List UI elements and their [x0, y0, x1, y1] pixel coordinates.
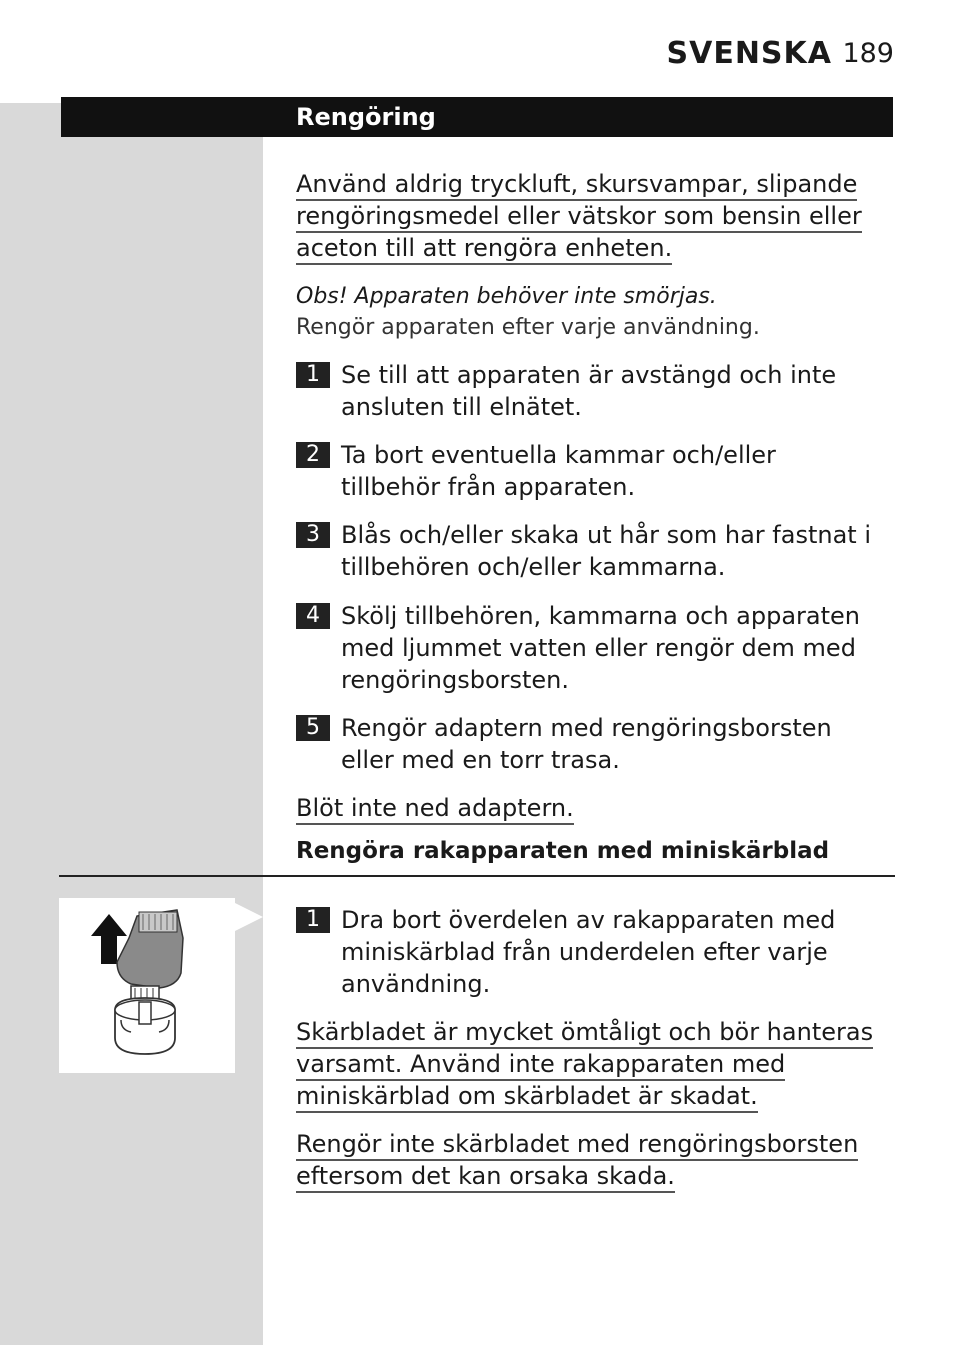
step-5 — [296, 712, 881, 776]
shaver-head-image — [59, 898, 235, 1073]
note-italic: Obs! Apparaten behöver inte smörjas. — [296, 284, 717, 309]
warning-line: aceton till att rengöra enheten. — [296, 234, 672, 265]
language-header: SVENSKA — [666, 36, 832, 71]
warning-line: Skärbladet är mycket ömtåligt och bör hanteras — [296, 1018, 873, 1049]
step-3 — [296, 519, 881, 583]
step-2 — [296, 439, 881, 503]
note-block — [296, 281, 876, 343]
left-margin-panel — [0, 103, 263, 1345]
warning-fragile-foil — [296, 1016, 896, 1112]
shaver-illustration — [59, 898, 235, 1073]
warning-line: eftersom det kan orsaka skada. — [296, 1162, 675, 1193]
warning-line: varsamt. Använd inte rakapparaten med — [296, 1050, 785, 1081]
warning-line: Använd aldrig tryckluft, skursvampar, slipande — [296, 170, 857, 201]
step-number: 1 — [296, 907, 330, 933]
step-text: Se till att apparaten är avstängd och inte ansluten till elnätet. — [341, 361, 837, 421]
section-title: Rengöring — [296, 103, 436, 131]
illustration-pointer — [235, 903, 263, 931]
subsection-rule — [59, 875, 895, 877]
warning-line: Blöt inte ned adaptern. — [296, 794, 574, 825]
warning-compressed-air — [296, 168, 876, 264]
step-4 — [296, 600, 881, 696]
note-text: Rengör apparaten efter varje användning. — [296, 315, 760, 340]
warning-line: rengöringsmedel eller vätskor som bensin eller — [296, 202, 862, 233]
step-text: Dra bort överdelen av rakapparaten med miniskärblad från underdelen efter varje användning. — [341, 906, 836, 998]
step-number: 3 — [296, 522, 330, 548]
warning-line: Rengör inte skärbladet med rengöringsborsten — [296, 1130, 858, 1161]
step-number: 2 — [296, 442, 330, 468]
step-text: Rengör adaptern med rengöringsborsten eller med en torr trasa. — [341, 714, 832, 774]
step-text: Ta bort eventuella kammar och/eller tillbehör från apparaten. — [341, 441, 776, 501]
warning-adapter — [296, 792, 876, 824]
step-text: Skölj tillbehören, kammarna och apparaten med ljummet vatten eller rengör dem med rengöringsborsten. — [341, 602, 861, 694]
warning-brush-foil — [296, 1128, 896, 1192]
step-number: 4 — [296, 603, 330, 629]
step-text: Blås och/eller skaka ut hår som har fastnat i tillbehören och/eller kammarna. — [341, 521, 871, 581]
section-header-bar — [61, 97, 893, 137]
page-number: 189 — [842, 38, 894, 69]
subsection-title: Rengöra rakapparaten med miniskärblad — [296, 838, 830, 864]
step-1 — [296, 359, 881, 423]
warning-line: miniskärblad om skärbladet är skadat. — [296, 1082, 758, 1113]
step-number: 1 — [296, 362, 330, 388]
sub-step-1 — [296, 904, 881, 1000]
step-number: 5 — [296, 715, 330, 741]
